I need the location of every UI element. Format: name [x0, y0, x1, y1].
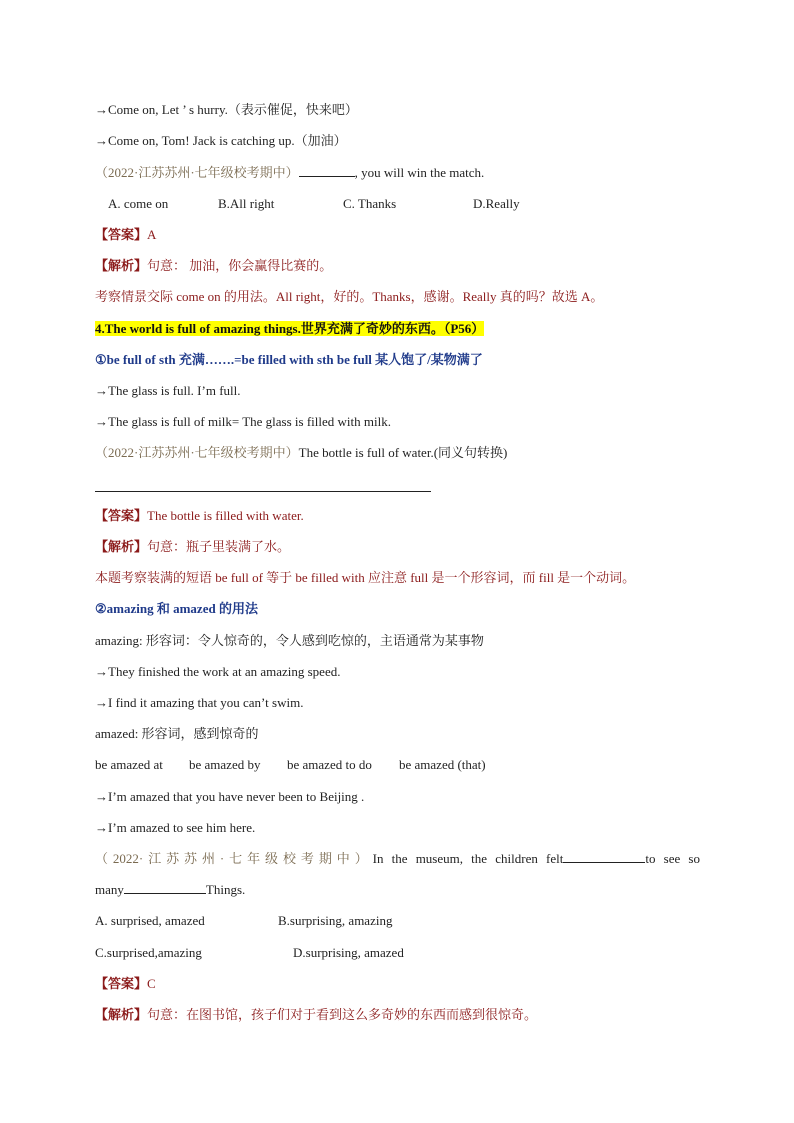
question-text: In the museum, the children felt	[372, 851, 564, 866]
example-amazing-speed: →They finished the work at an amazing speed.	[95, 664, 341, 679]
option-c: C.surprised,amazing	[95, 945, 202, 960]
amazed-phrases	[95, 754, 700, 776]
analysis-label: 【解析】	[95, 258, 148, 273]
question-text-end: to see so	[645, 851, 700, 866]
option-b: B.surprising, amazing	[278, 913, 393, 928]
answer-value: The bottle is filled with water.	[147, 508, 304, 523]
question-3-options-row-1	[95, 910, 700, 932]
answer-value: A	[147, 227, 157, 242]
example-come-on-hurry: →Come on, Let ’ s hurry.（表示催促，快来吧）	[95, 102, 358, 117]
question-source: （2022·江苏苏州·七年级校考期中）	[95, 165, 299, 180]
question-3-options-row-2	[95, 942, 700, 964]
example-come-on-tom: →Come on, Tom! Jack is catching up.（加油）	[95, 133, 347, 148]
answer-value: C	[147, 976, 156, 991]
answer-3	[95, 973, 700, 995]
phrase-amazed-that: be amazed (that)	[399, 757, 486, 772]
question-text: , you will win the match.	[354, 165, 485, 180]
answer-line	[95, 491, 431, 492]
example-amazing-swim: →I find it amazing that you can’t swim.	[95, 695, 304, 710]
subpoint-amazing-amazed: ②amazing 和 amazed 的用法	[95, 601, 258, 616]
question-text-end: Things.	[205, 882, 246, 897]
answer-blank	[563, 848, 645, 863]
analysis-label: 【解析】	[95, 1007, 148, 1022]
analysis-2-detail: 本题考察装满的短语 be full of 等于 be filled with 应注意 full 是一个形容词，而 fill 是一个动词。	[95, 570, 636, 585]
question-text: The bottle is full of water.(同义句转换)	[298, 445, 508, 460]
phrase-amazed-at: be amazed at	[95, 757, 163, 772]
analysis-3	[95, 1004, 700, 1026]
highlighted-heading: 4.The world is full of amazing things.世界充满了奇妙的东西。（P56）	[95, 321, 485, 336]
option-a: A. surprised, amazed	[95, 913, 205, 928]
subpoint-be-full-of: ①be full of sth 充满…….=be filled with sth be full 某人饱了/某物满了	[95, 352, 483, 367]
definition-amazed: amazed: 形容词，感到惊奇的	[95, 726, 259, 741]
example-glass-milk: →The glass is full of milk= The glass is filled with milk.	[95, 414, 391, 429]
answer-label: 【答案】	[95, 227, 148, 242]
option-b: B.All right	[218, 196, 275, 211]
analysis-label: 【解析】	[95, 539, 148, 554]
question-source: （2022·江苏苏州·七年级校考期中）	[95, 445, 299, 460]
definition-amazing: amazing: 形容词：令人惊奇的，令人感到吃惊的，主语通常为某事物	[95, 633, 484, 648]
option-d: D.Really	[473, 196, 520, 211]
example-amazed-see: →I’m amazed to see him here.	[95, 820, 256, 835]
analysis-text: 句意： 加油，你会赢得比赛的。	[147, 258, 333, 273]
question-3-line-2	[95, 879, 700, 901]
phrase-amazed-to-do: be amazed to do	[287, 757, 372, 772]
question-3	[95, 848, 700, 870]
analysis-text: 句意：瓶子里装满了水。	[147, 539, 291, 554]
analysis-1	[95, 255, 700, 277]
example-amazed-beijing: →I’m amazed that you have never been to Beijing .	[95, 789, 365, 804]
analysis-1-detail: 考察情景交际 come on 的用法。All right，好的。Thanks，感谢。Really 真的吗？故选 A。	[95, 289, 604, 304]
question-source: （2022·江苏苏州·七年级校考期中）	[95, 851, 373, 866]
phrase-amazed-by: be amazed by	[189, 757, 261, 772]
answer-1	[95, 224, 700, 246]
question-2	[95, 442, 700, 464]
answer-2	[95, 505, 700, 527]
analysis-text: 句意：在图书馆，孩子们对于看到这么多奇妙的东西而感到很惊奇。	[147, 1007, 538, 1022]
analysis-2	[95, 536, 700, 558]
point-4-heading	[95, 318, 700, 340]
example-glass-full: →The glass is full. I’m full.	[95, 383, 241, 398]
option-c: C. Thanks	[343, 196, 397, 211]
question-1-options	[108, 193, 700, 215]
question-1	[95, 162, 700, 184]
answer-blank	[124, 879, 206, 894]
option-d: D.surprising, amazed	[293, 945, 404, 960]
option-a: A. come on	[108, 196, 169, 211]
answer-blank	[299, 162, 355, 177]
question-text: many	[95, 882, 124, 897]
answer-label: 【答案】	[95, 976, 148, 991]
answer-label: 【答案】	[95, 508, 148, 523]
